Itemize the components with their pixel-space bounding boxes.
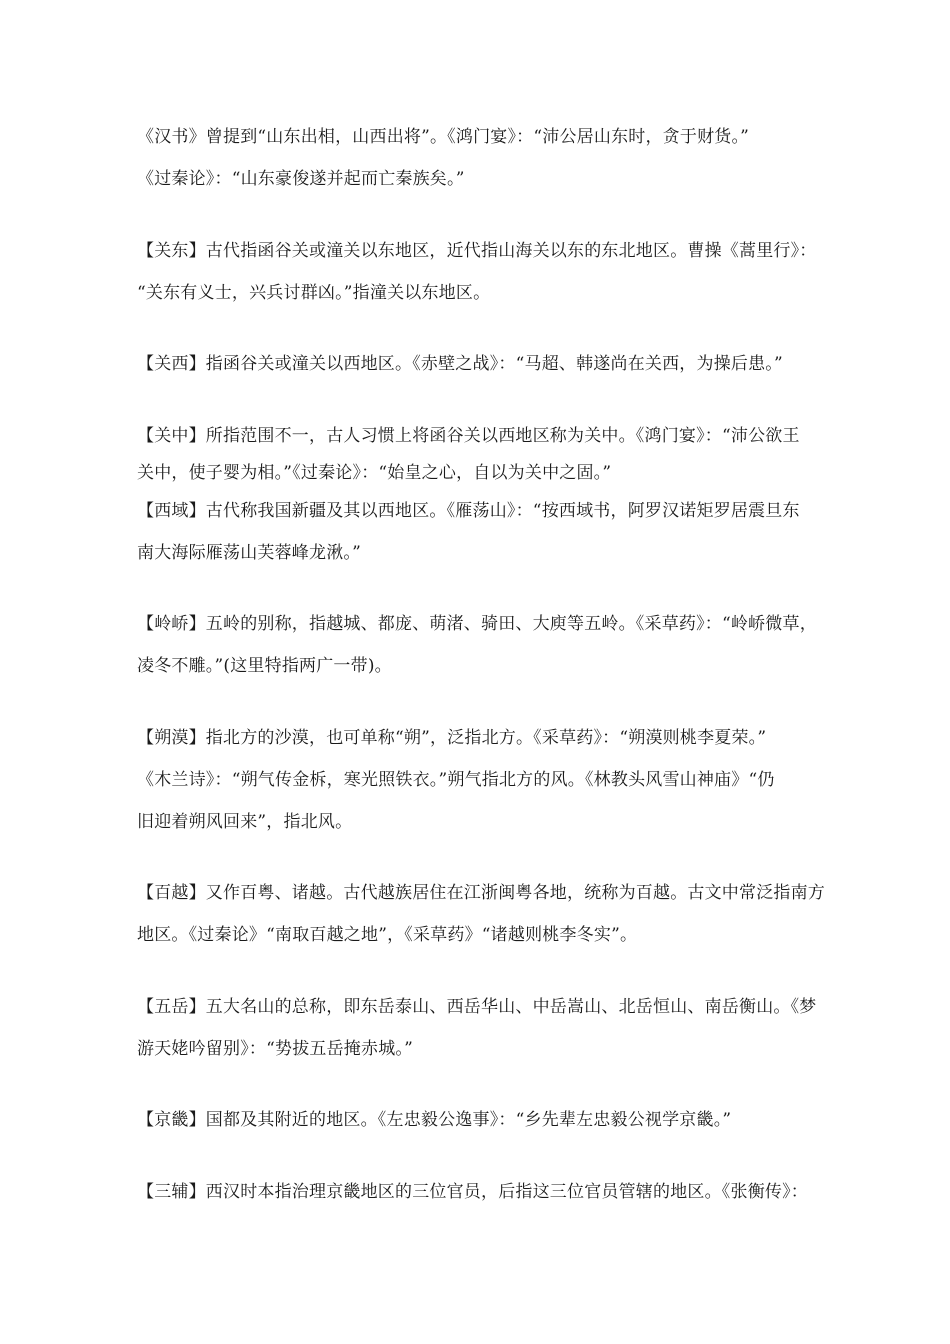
entry-guandong: 【关东】古代指函谷关或潼关以东地区，近代指山海关以东的东北地区。曹操《蒿里行》： — [137, 241, 817, 261]
entry-guanxi: 【关西】指函谷关或潼关以西地区。《赤壁之战》：“马超、韩遂尚在关西，为操后患。” — [137, 354, 783, 374]
entry-jingji: 【京畿】国都及其附近的地区。《左忠毅公逸事》：“乡先辈左忠毅公视学京畿。” — [137, 1110, 732, 1130]
text-line: 《汉书》曾提到“山东出相，山西出将”。《鸿门宴》：“沛公居山东时，贪于财货。” — [137, 127, 750, 147]
entry-sanfu: 【三辅】西汉时本指治理京畿地区的三位官员，后指这三位官员管辖的地区。《张衡传》： — [137, 1182, 808, 1202]
text-line: “关东有义士，兴兵讨群凶。”指潼关以东地区。 — [137, 283, 491, 303]
text-line: 地区。《过秦论》“南取百越之地”，《采草药》“诸越则桃李冬实”。 — [137, 925, 638, 945]
entry-xiyu: 【西域】古代称我国新疆及其以西地区。《雁荡山》：“按西域书，阿罗汉诺矩罗居震旦东 — [137, 501, 800, 521]
text-line: 南大海际雁荡山芙蓉峰龙湫。” — [137, 543, 361, 563]
text-line: 《过秦论》：“山东豪俊遂并起而亡秦族矣。” — [137, 169, 465, 189]
entry-lingqiao: 【岭峤】五岭的别称，指越城、都庞、萌渚、骑田、大庾等五岭。《采草药》：“岭峤微草， — [137, 614, 817, 634]
entry-shuomo: 【朔漠】指北方的沙漠，也可单称“朔”，泛指北方。《采草药》：“朔漠则桃李夏荣。” — [137, 728, 767, 748]
text-line: 《木兰诗》：“朔气传金柝，寒光照铁衣。”朔气指北方的风。《林教头风雪山神庙》“仍 — [137, 770, 775, 790]
text-line: 关中，使子婴为相。”《过秦论》：“始皇之心，自以为关中之固。” — [137, 463, 612, 483]
text-line: 旧迎着朔风回来”，指北风。 — [137, 812, 353, 832]
entry-wuyue: 【五岳】五大名山的总称，即东岳泰山、西岳华山、中岳嵩山、北岳恒山、南岳衡山。《梦 — [137, 997, 817, 1017]
text-line: 凌冬不雕。”(这里特指两广一带)。 — [137, 656, 392, 676]
entry-baiyue: 【百越】又作百粤、诸越。古代越族居住在江浙闽粤各地，统称为百越。古文中常泛指南方 — [137, 883, 825, 903]
entry-guanzhong: 【关中】所指范围不一，古人习惯上将函谷关以西地区称为关中。《鸿门宴》：“沛公欲王 — [137, 426, 800, 446]
text-line: 游天姥吟留别》：“势拔五岳掩赤城。” — [137, 1039, 413, 1059]
